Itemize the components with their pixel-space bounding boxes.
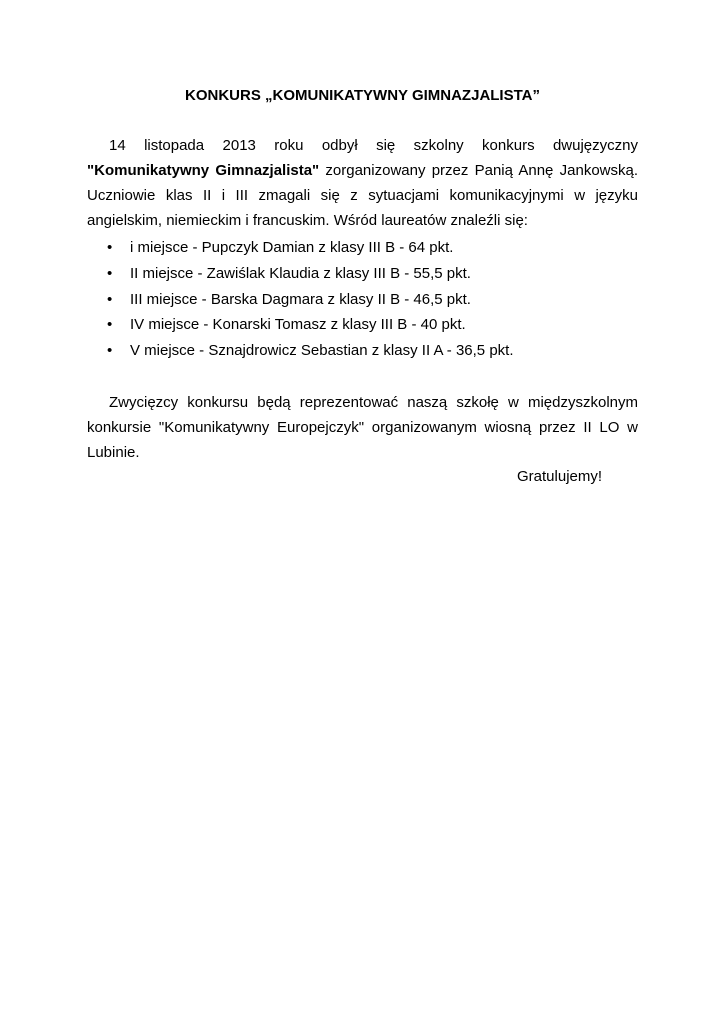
list-item (87, 235, 638, 261)
list-item (87, 261, 638, 287)
closing-line: Gratulujemy! (517, 468, 603, 485)
laureate-entry: IV miejsce - Konarski Tomasz z klasy III B - 40 pkt. (130, 316, 466, 334)
document-title: KONKURS „KOMUNIKATYWNY GIMNAZJALISTA” (185, 87, 540, 104)
bullet-icon: • (107, 316, 113, 334)
list-item (87, 338, 638, 364)
bullet-icon: • (107, 342, 113, 360)
contest-name: "Komunikatywny Gimnazjalista" (87, 162, 320, 179)
bullet-icon: • (107, 239, 113, 256)
bullet-icon: • (107, 290, 113, 308)
laureate-entry: III miejsce - Barska Dagmara z klasy II B - 46,5 pkt. (130, 290, 471, 308)
laureates-list (87, 235, 638, 364)
intro-paragraph (87, 133, 638, 233)
list-item (87, 312, 638, 338)
laureate-entry: II miejsce - Zawiślak Klaudia z klasy III B - 55,5 pkt. (130, 264, 471, 282)
list-item (87, 287, 638, 313)
bullet-icon: • (107, 264, 113, 282)
laureate-entry: i miejsce - Pupczyk Damian z klasy III B - 64 pkt. (130, 239, 454, 256)
outro-paragraph: Zwycięzcy konkursu będą reprezentować naszą szkołę w międzyszkolnym konkursie "Komunikatywny Europejczyk" organizowanym wiosną przez II LO w Lubinie. (87, 394, 638, 461)
intro-text-start: 14 listopada 2013 roku odbył się szkolny konkurs dwujęzyczny (109, 137, 638, 154)
laureate-entry: V miejsce - Sznajdrowicz Sebastian z klasy II A - 36,5 pkt. (130, 342, 514, 360)
intro-text-end: zorganizowany przez Panią Annę Jankowską. Uczniowie klas II i III zmagali się z sytuacjami komunikacyjnymi w języku angielskim, niemieckim i francuskim. Wśród laureatów znaleźli się: (87, 162, 638, 229)
